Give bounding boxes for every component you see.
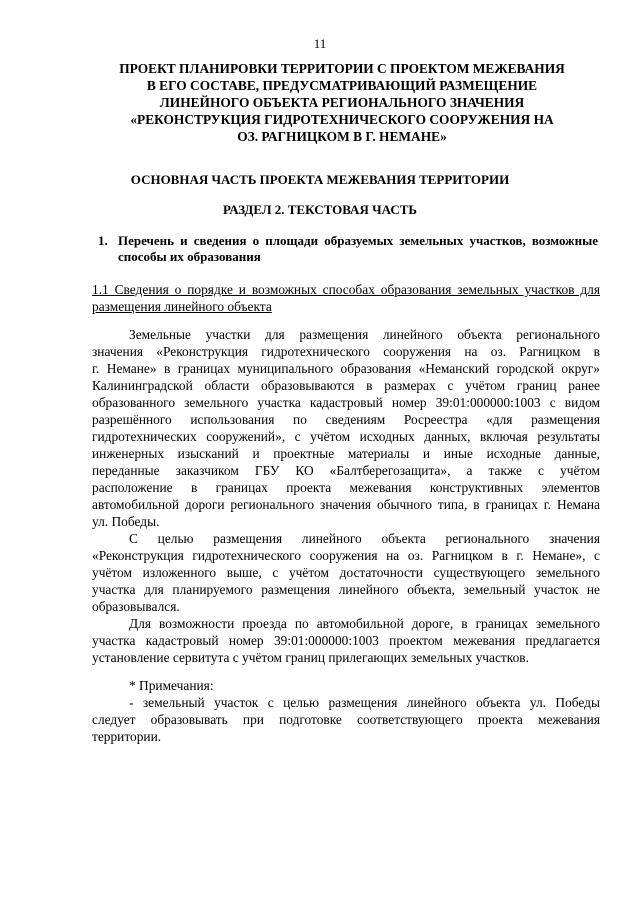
- document-title: [92, 60, 592, 145]
- note-line: - земельный участок с целью размещения линейного объекта ул. Победы: [129, 695, 600, 710]
- list-item-line: способы их образования: [118, 249, 261, 264]
- notes: [92, 677, 600, 745]
- paragraph-line: Для возможности проезда по автомобильной дороге, в границах земельного: [129, 616, 600, 631]
- paragraph-line: гидротехнических сооружений», с учётом исходных данных, включая результаты: [92, 429, 600, 444]
- subsection-heading-line: 1.1 Сведения о порядке и возможных способах образования земельных участков для: [92, 282, 600, 297]
- paragraph-line: участка для планируемого размещения линейного объекта, земельный участок не: [92, 582, 600, 597]
- paragraph-line: Калининградской области образовываются в размерах с учётом границ ранее: [92, 378, 600, 393]
- paragraph-line: инженерных изысканий и проектные материалы и иные исходные данные,: [92, 446, 600, 461]
- paragraph-3: [92, 615, 600, 666]
- part-heading: РАЗДЕЛ 2. ТЕКСТОВАЯ ЧАСТЬ: [222, 202, 418, 217]
- title-line: В ЕГО СОСТАВЕ, ПРЕДУСМАТРИВАЮЩИЙ РАЗМЕЩЕНИЕ: [146, 78, 538, 93]
- paragraph-line: значения «Реконструкция гидротехнического сооружения на оз. Рагницком в: [92, 344, 600, 359]
- paragraph-line: расположение в границах проекта межевания конструктивных элементов: [92, 480, 600, 495]
- list-item-line: Перечень и сведения о площади образуемых земельных участков, возможные: [118, 233, 598, 248]
- paragraph-line: С целью размещения линейного объекта регионального значения: [129, 531, 600, 546]
- paragraph-line: Земельные участки для размещения линейного объекта регионального: [129, 327, 600, 342]
- title-line: ОЗ. РАГНИЦКОМ В Г. НЕМАНЕ»: [237, 129, 447, 144]
- subsection-heading-line: размещения линейного объекта: [92, 299, 272, 314]
- paragraph-line: образованного земельного участка кадастровый номер 39:01:000000:1003 с видом: [92, 395, 600, 410]
- paragraph-line: установление сервитута с учётом границ прилегающих земельных участков.: [92, 650, 529, 665]
- title-line: «РЕКОНСТРУКЦИЯ ГИДРОТЕХНИЧЕСКОГО СООРУЖЕНИЯ НА: [130, 112, 554, 127]
- list-item: [98, 233, 598, 265]
- page-number: 11: [313, 36, 327, 51]
- paragraph-line: участка кадастровый номер 39:01:000000:1003 проектом межевания предлагается: [92, 633, 600, 648]
- subsection-heading: [92, 281, 600, 315]
- note-line: следует образовывать при подготовке соответствующего проекта межевания: [92, 712, 600, 727]
- paragraph-line: разрешённого использования по сведениям Росреестра «для размещения: [92, 412, 600, 427]
- note-line: территории.: [92, 729, 162, 744]
- paragraph-line: образовывался.: [92, 599, 180, 614]
- paragraph-line: г. Немане» в границах муниципального образования «Неманский городской округ»: [92, 361, 600, 376]
- paragraph-2: [92, 530, 600, 615]
- paragraph-line: учётом изложенного выше, с учётом достаточности существующего земельного: [92, 565, 600, 580]
- paragraph-line: «Реконструкция гидротехнического сооружения на оз. Рагницком в г. Немане», с: [92, 548, 600, 563]
- title-line: ЛИНЕЙНОГО ОБЪЕКТА РЕГИОНАЛЬНОГО ЗНАЧЕНИЯ: [159, 95, 525, 110]
- notes-title: * Примечания:: [129, 678, 214, 693]
- paragraph-line: ул. Победы.: [92, 514, 160, 529]
- section-heading: ОСНОВНАЯ ЧАСТЬ ПРОЕКТА МЕЖЕВАНИЯ ТЕРРИТОРИИ: [130, 172, 510, 187]
- paragraph-line: автомобильной дороги регионального значения обычного типа, в границах г. Немана: [92, 497, 600, 512]
- paragraph-line: переданные заказчиком ГБУ КО «Балтберегозащита», а также с учётом: [92, 463, 600, 478]
- paragraph-1: [92, 326, 600, 530]
- title-line: ПРОЕКТ ПЛАНИРОВКИ ТЕРРИТОРИИ С ПРОЕКТОМ МЕЖЕВАНИЯ: [119, 61, 565, 76]
- list-item-number: 1.: [98, 233, 108, 248]
